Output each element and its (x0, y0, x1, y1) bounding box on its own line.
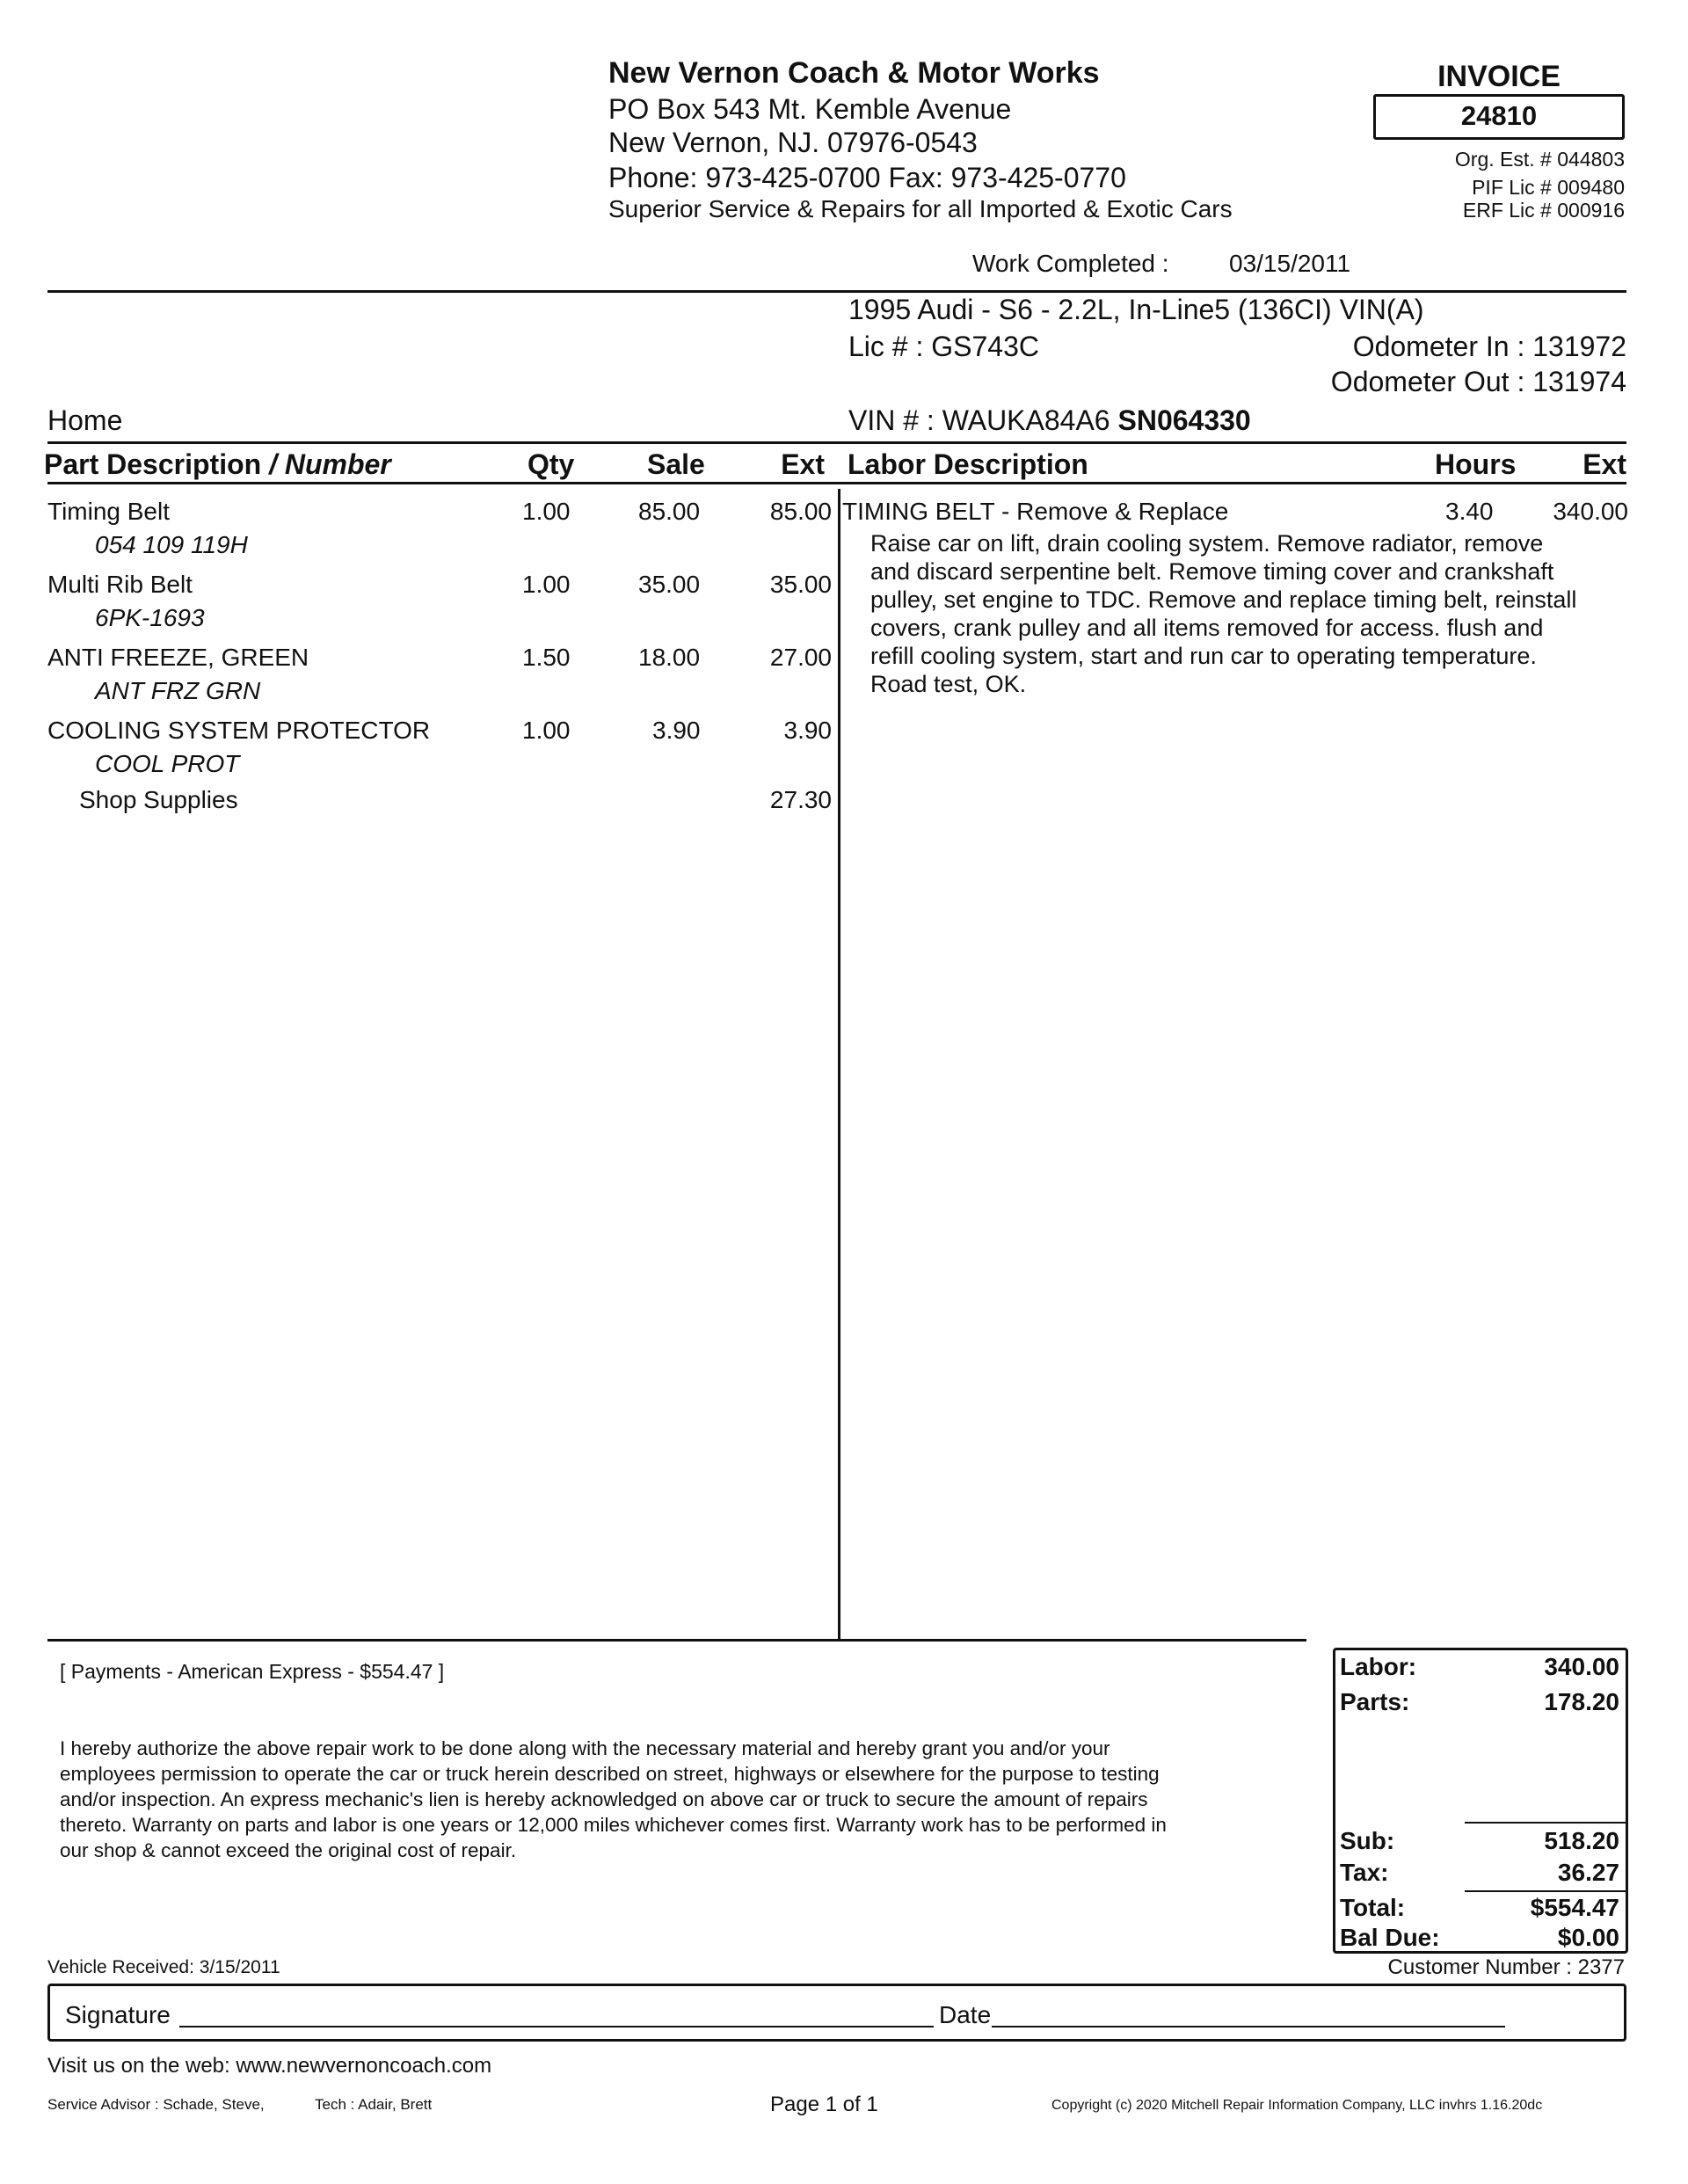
part-description: ANTI FREEZE, GREEN (47, 644, 309, 671)
totals-parts-value: 178.20 (1544, 1688, 1619, 1715)
company-name: New Vernon Coach & Motor Works (608, 56, 1100, 90)
part-description: Multi Rib Belt (47, 571, 193, 598)
company-address-2: New Vernon, NJ. 07976-0543 (608, 127, 978, 158)
vehicle-description: 1995 Audi - S6 - 2.2L, In-Line5 (136CI) VIN(A) (848, 294, 1424, 325)
part-number: ANT FRZ GRN (95, 677, 261, 704)
labor-note-line: and discard serpentine belt. Remove timing cover and crankshaft (870, 558, 1554, 585)
signature-box (47, 1984, 1626, 2042)
part-description: COOLING SYSTEM PROTECTOR (47, 717, 431, 744)
part-sale: 35.00 (638, 571, 701, 598)
customer-name: Home (47, 404, 123, 436)
parts-labor-divider (838, 489, 840, 1639)
odometer-in: Odometer In : 131972 (1352, 331, 1626, 362)
authorization-line: our shop & cannot exceed the original cost of repair. (60, 1839, 517, 1861)
erf-lic: ERF Lic # 000916 (1462, 199, 1625, 222)
vin-number (848, 404, 1251, 437)
shop-supplies-label: Shop Supplies (79, 786, 238, 813)
authorization-line: I hereby authorize the above repair work to be done along with the necessary material and hereby grant you and/or your (60, 1737, 1110, 1759)
totals-parts-label: Parts: (1340, 1688, 1410, 1715)
page-number: Page 1 of 1 (770, 2093, 878, 2116)
header-divider (47, 290, 1626, 293)
service-advisor: Service Advisor : Schade, Steve, (47, 2096, 265, 2113)
part-qty: 1.50 (522, 644, 571, 671)
labor-notes (870, 529, 1576, 698)
part-ext: 27.00 (769, 644, 832, 671)
parts-header-qty: Qty (528, 448, 575, 480)
total-rule (1465, 1890, 1628, 1892)
totals-tax-value: 36.27 (1557, 1859, 1619, 1886)
vin-serial: SN064330 (1117, 404, 1251, 436)
payments-info: [ Payments - American Express - $554.47 ] (60, 1660, 445, 1683)
vehicle-received: Vehicle Received: 3/15/2011 (47, 1957, 280, 1977)
totals-labor-value: 340.00 (1544, 1653, 1619, 1680)
company-tagline: Superior Service & Repairs for all Imported & Exotic Cars (608, 195, 1233, 222)
labor-note-line: Raise car on lift, drain cooling system. Remove radiator, remove (870, 530, 1544, 557)
table-top-rule (47, 441, 1626, 444)
part-qty: 1.00 (522, 717, 571, 744)
labor-title: TIMING BELT - Remove & Replace (842, 498, 1229, 525)
totals-sub-label: Sub: (1340, 1827, 1395, 1854)
labor-note-line: refill cooling system, start and run car to operating temperature. (870, 643, 1537, 669)
part-sale: 3.90 (652, 717, 701, 744)
footer-top-rule (47, 1639, 1306, 1642)
part-qty: 1.00 (522, 571, 571, 598)
totals-sub-value: 518.20 (1544, 1827, 1619, 1854)
odometer-out: Odometer Out : 131974 (1330, 366, 1626, 397)
company-address-1: PO Box 543 Mt. Kemble Avenue (608, 93, 1012, 125)
labor-hours: 3.40 (1445, 498, 1494, 525)
invoice-label: INVOICE (1437, 60, 1561, 93)
shop-supplies-ext: 27.30 (769, 786, 832, 813)
date-line[interactable] (992, 2026, 1505, 2027)
labor-ext: 340.00 (1553, 498, 1628, 525)
labor-header-hours: Hours (1435, 448, 1517, 480)
part-number: 054 109 119H (95, 531, 248, 558)
pif-lic: PIF Lic # 009480 (1472, 176, 1625, 199)
part-description: Timing Belt (47, 498, 171, 525)
technician: Tech : Adair, Brett (315, 2096, 433, 2113)
totals-total-label: Total: (1340, 1894, 1406, 1921)
signature-line[interactable] (179, 2026, 934, 2027)
sub-rule (1465, 1822, 1628, 1824)
work-completed-date: 03/15/2011 (1229, 250, 1351, 277)
date-label: Date (939, 2001, 992, 2028)
totals-tax-label: Tax: (1340, 1859, 1389, 1886)
labor-note-line: covers, crank pulley and all items removed for access. flush and (870, 615, 1544, 641)
org-est: Org. Est. # 044803 (1454, 148, 1625, 171)
table-header-rule (47, 482, 1626, 484)
part-sale: 85.00 (638, 498, 701, 525)
part-ext: 35.00 (769, 571, 832, 598)
authorization-line: thereto. Warranty on parts and labor is one years or 12,000 miles whichever comes first. Warranty work has to be performed in (60, 1814, 1167, 1836)
authorization-line: employees permission to operate the car or truck herein described on street, highways or elsewhere for the purpose to testing (60, 1763, 1160, 1785)
part-ext: 85.00 (769, 498, 832, 525)
license-plate: Lic # : GS743C (848, 331, 1039, 362)
invoice-number-box: 24810 (1373, 94, 1625, 140)
labor-note-line: Road test, OK. (870, 671, 1027, 697)
copyright: Copyright (c) 2020 Mitchell Repair Information Company, LLC invhrs 1.16.20dc (1051, 2098, 1543, 2113)
labor-header-ext: Ext (1582, 448, 1626, 480)
vin-label: VIN # : WAUKA84A6 (848, 404, 1118, 436)
totals-bal-label: Bal Due: (1340, 1924, 1440, 1951)
labor-header-description: Labor Description (848, 448, 1088, 480)
totals-total-value: $554.47 (1530, 1894, 1619, 1921)
parts-header-ext: Ext (781, 448, 825, 480)
part-sale: 18.00 (638, 644, 701, 671)
customer-number: Customer Number : 2377 (1387, 1955, 1625, 1979)
authorization-line: and/or inspection. An express mechanic's lien is hereby acknowledged on above car or truck to secure the amount of repairs (60, 1788, 1148, 1810)
part-number: 6PK-1693 (95, 604, 205, 631)
authorization-text (60, 1736, 1167, 1863)
parts-header-sale: Sale (647, 448, 705, 480)
totals-bal-value: $0.00 (1557, 1924, 1619, 1951)
part-ext: 3.90 (783, 717, 832, 744)
part-number: COOL PROT (95, 750, 240, 777)
company-phone-fax: Phone: 973-425-0700 Fax: 973-425-0770 (608, 162, 1126, 193)
website-text: Visit us on the web: www.newvernoncoach.com (47, 2054, 492, 2078)
totals-labor-label: Labor: (1340, 1653, 1417, 1680)
signature-label: Signature (65, 2001, 171, 2028)
parts-header-description: Part Description / Number (44, 448, 391, 480)
work-completed-label: Work Completed : (972, 250, 1169, 277)
part-qty: 1.00 (522, 498, 571, 525)
labor-note-line: pulley, set engine to TDC. Remove and replace timing belt, reinstall (870, 586, 1577, 613)
